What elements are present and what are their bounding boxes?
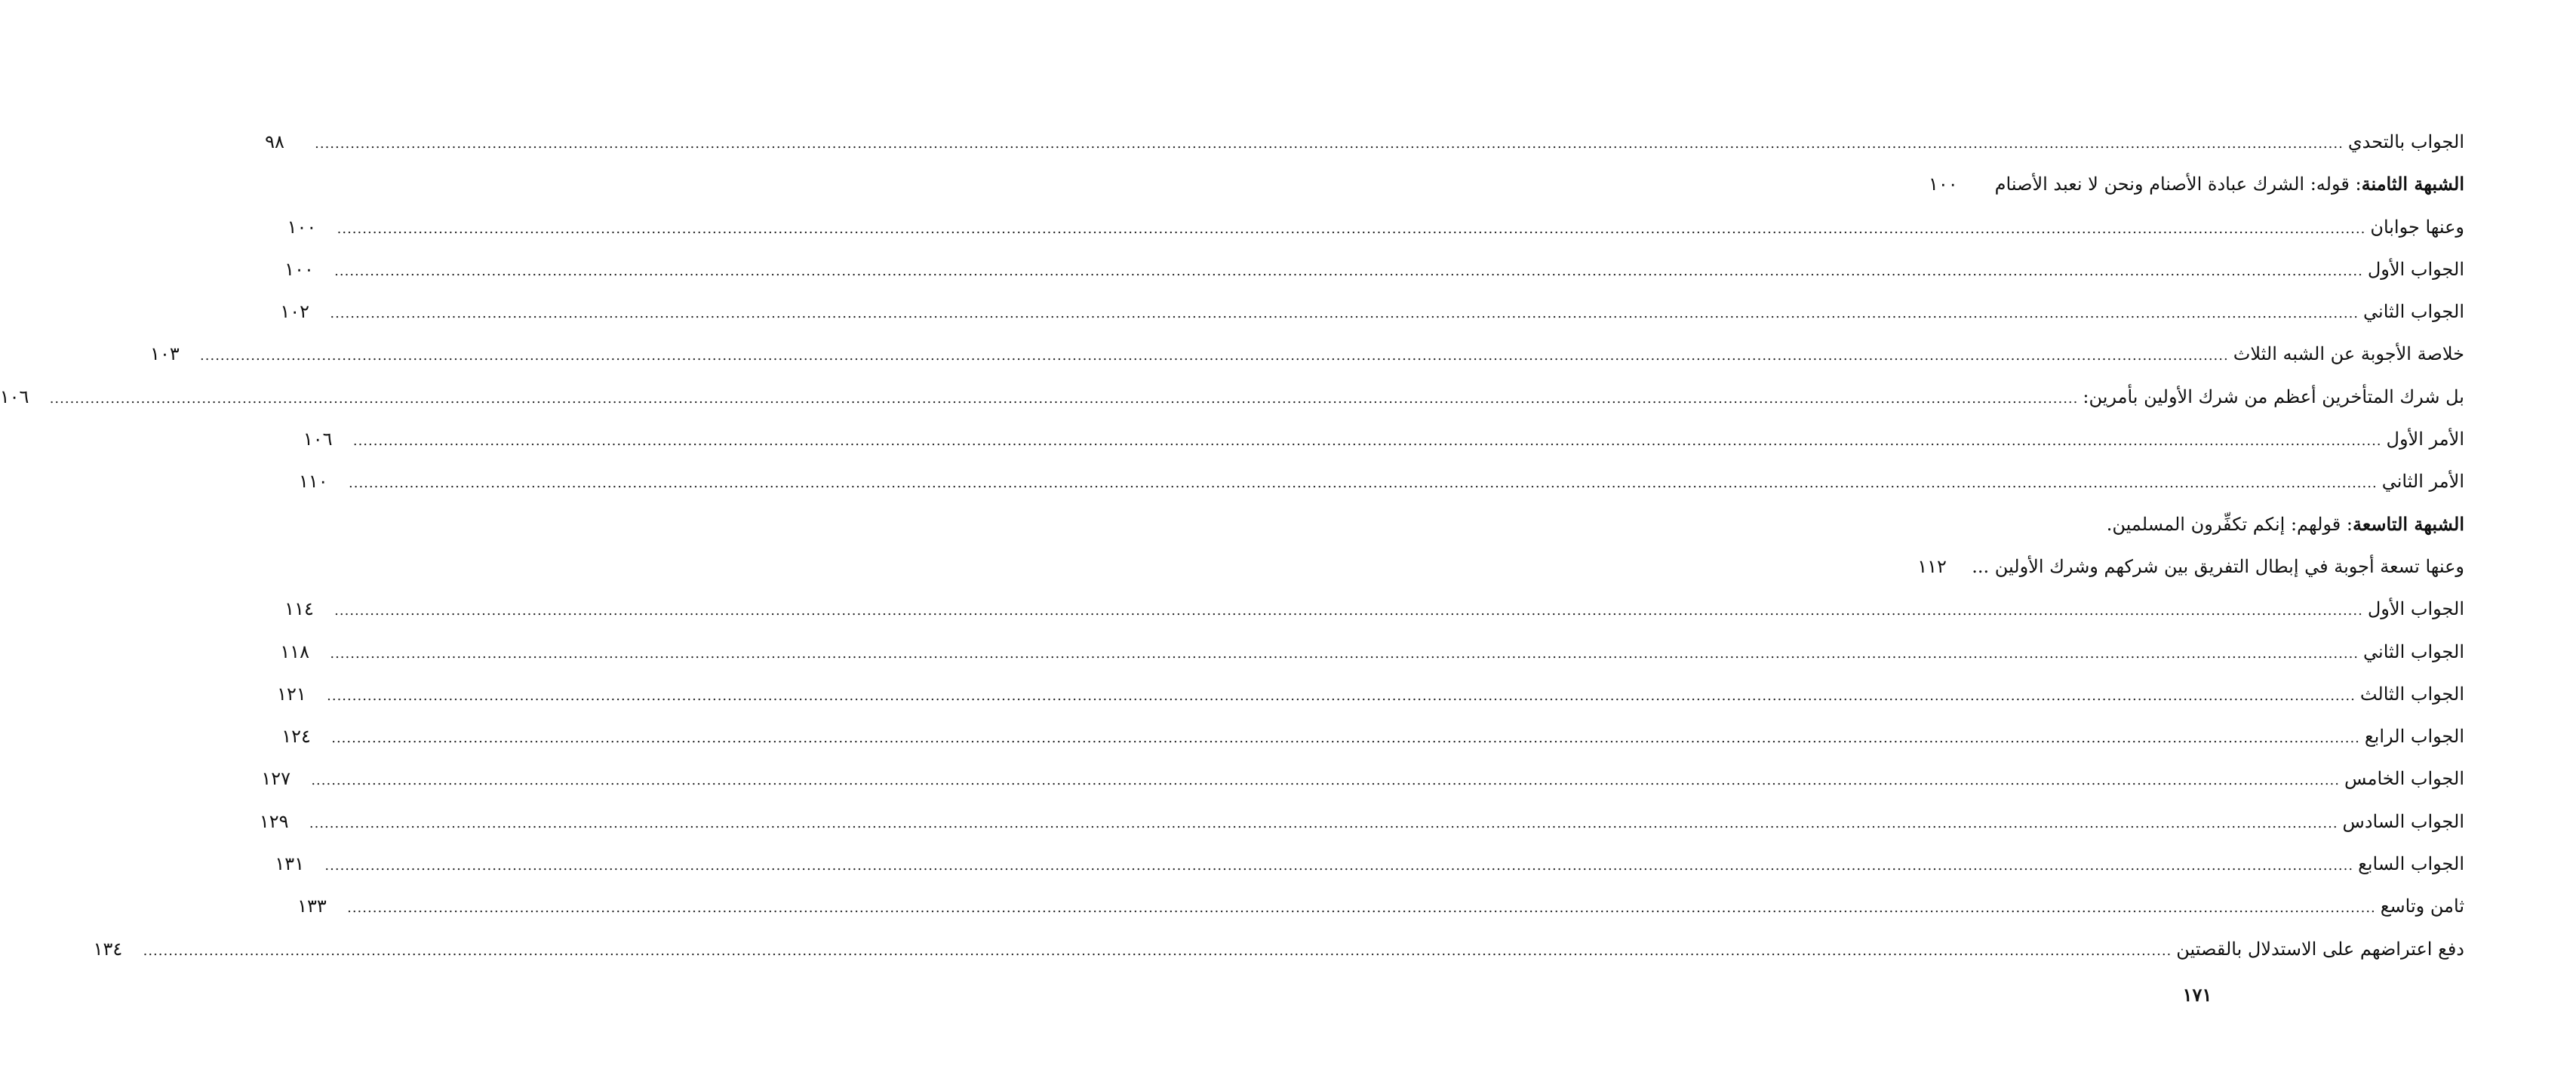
toc-entry [280, 631, 2464, 673]
dot-leader: ................................................................................................................................................................................................................................................................................................................................................................................................................ [349, 475, 2378, 492]
toc-entry-text: الجواب الأول [2367, 598, 2464, 620]
toc-entry-text: وعنها جوابان [2370, 216, 2464, 238]
toc-entry-title [1990, 163, 2464, 205]
toc-page-number: ١٢١ [277, 683, 306, 705]
toc-entry-text: الأمر الثاني [2381, 471, 2464, 493]
toc-entry-heading: الشبهة الثامنة [2361, 173, 2464, 195]
page-number: ١٧١ [2182, 984, 2212, 1006]
dot-leader: ................................................................................................................................................................................................................................................................................................................................................................................................................ [143, 942, 2172, 959]
table-of-contents [0, 121, 2464, 970]
toc-page-number: ١١٤ [284, 598, 314, 620]
toc-entry-title [2378, 460, 2464, 502]
dot-leader: ................................................................................................................................................................................................................................................................................................................................................................................................................ [331, 730, 2360, 747]
toc-entry-title [2359, 290, 2464, 333]
toc-entry-text: الجواب الثاني [2363, 640, 2464, 662]
toc-entry-text: الجواب الخامس [2344, 768, 2464, 790]
toc-entry [275, 843, 2464, 885]
toc-entry [261, 757, 2464, 800]
toc-entry [93, 928, 2464, 970]
toc-entry-title [2340, 757, 2464, 800]
toc-entry-title [2382, 418, 2464, 460]
toc-entry [265, 121, 2464, 163]
toc-entry-title [2344, 121, 2464, 163]
toc-page-number: ١١٨ [280, 640, 310, 662]
toc-entry [280, 290, 2464, 333]
toc-entry [1929, 163, 2464, 205]
dot-leader: ................................................................................................................................................................................................................................................................................................................................................................................................................ [324, 858, 2354, 874]
toc-entry-text: الجواب الرابع [2364, 726, 2464, 748]
toc-entry-title [2376, 885, 2464, 927]
dot-leader: ................................................................................................................................................................................................................................................................................................................................................................................................................ [315, 136, 2344, 152]
toc-entry-text: الجواب بالتحدي [2347, 131, 2464, 152]
toc-entry [287, 206, 2464, 248]
toc-page-number: ١٣٤ [93, 938, 123, 960]
toc-entry-text: الجواب الثالث [2359, 683, 2464, 705]
toc-page-number: ١٠٠ [287, 216, 317, 238]
toc-entry-heading: الشبهة التاسعة [2352, 512, 2464, 535]
toc-entry [303, 418, 2464, 460]
dot-leader: ................................................................................................................................................................................................................................................................................................................................................................................................................ [327, 687, 2356, 704]
toc-entry-title [2338, 800, 2464, 843]
toc-entry-title [2356, 673, 2464, 715]
toc-entry [150, 333, 2464, 375]
toc-entry [284, 248, 2464, 290]
toc-entry [1917, 545, 2464, 588]
toc-entry-text: بل شرك المتأخرين أعظم من شرك الأولين بأمرين: [2083, 386, 2464, 407]
dot-leader: ................................................................................................................................................................................................................................................................................................................................................................................................................ [352, 433, 2382, 450]
toc-entry-title [1967, 545, 2464, 588]
toc-entry-title [2172, 928, 2464, 970]
toc-page-number: ١٣٣ [297, 895, 327, 917]
toc-entry-text: وعنها تسعة أجوبة في إبطال التفريق بين شركهم وشرك الأولين ... [1972, 555, 2464, 577]
dot-leader: ................................................................................................................................................................................................................................................................................................................................................................................................................ [337, 220, 2366, 237]
toc-page-number: ١٠٠ [284, 258, 314, 280]
toc-entry-title [2359, 631, 2464, 673]
toc-entry [299, 460, 2464, 502]
toc-entry [1929, 503, 2464, 545]
toc-entry-text: ثامن وتاسع [2380, 895, 2464, 917]
toc-page-number: ١٠٦ [0, 386, 29, 407]
toc-entry-text: : قوله: الشرك عبادة الأصنام ونحن لا نعبد الأصنام [1994, 174, 2362, 195]
dot-leader: ................................................................................................................................................................................................................................................................................................................................................................................................................ [347, 900, 2376, 917]
toc-entry [259, 800, 2464, 843]
toc-page-number: ١١٠ [299, 471, 328, 493]
toc-entry [281, 715, 2464, 757]
toc-page-number: ١٢٤ [281, 726, 311, 748]
toc-entry-title [2102, 503, 2464, 545]
toc-entry-title [2360, 715, 2464, 757]
toc-entry-text: الجواب الأول [2367, 258, 2464, 280]
toc-entry [0, 376, 2464, 418]
dot-leader: ................................................................................................................................................................................................................................................................................................................................................................................................................ [309, 815, 2338, 831]
toc-page-number: ١٠٦ [303, 429, 333, 450]
toc-entry-text: الأمر الأول [2386, 429, 2464, 450]
toc-entry [277, 673, 2464, 715]
toc-entry-text: : قولهم: إنكم تكفِّرون المسلمين. [2106, 513, 2353, 535]
toc-page-number: ١٠٢ [280, 301, 310, 323]
toc-page-number: ١٢٩ [259, 810, 289, 832]
toc-entry-text: دفع اعتراضهم على الاستدلال بالقصتين [2176, 938, 2464, 960]
dot-leader: ................................................................................................................................................................................................................................................................................................................................................................................................................ [311, 773, 2340, 789]
toc-page-number: ١٠٣ [150, 343, 180, 365]
dot-leader: ................................................................................................................................................................................................................................................................................................................................................................................................................ [200, 348, 2229, 364]
toc-entry-text: الجواب السابع [2358, 853, 2464, 875]
toc-entry-title [2078, 376, 2464, 418]
toc-entry-title [2365, 206, 2464, 248]
dot-leader: ................................................................................................................................................................................................................................................................................................................................................................................................................ [334, 603, 2363, 619]
toc-page-number: ١٢٧ [261, 768, 290, 790]
toc-page-number: ٩٨ [265, 131, 284, 152]
toc-page-number: ١٠٠ [1929, 174, 1958, 195]
toc-entry [297, 885, 2464, 927]
toc-page-number: ١٣١ [275, 853, 305, 875]
dot-leader: ................................................................................................................................................................................................................................................................................................................................................................................................................ [49, 390, 2079, 407]
dot-leader: ................................................................................................................................................................................................................................................................................................................................................................................................................ [330, 645, 2359, 662]
dot-leader: ................................................................................................................................................................................................................................................................................................................................................................................................................ [330, 306, 2359, 322]
toc-entry-title [2363, 248, 2464, 290]
toc-entry [284, 588, 2464, 630]
toc-entry-title [2353, 843, 2464, 885]
toc-entry-title [2229, 333, 2464, 375]
toc-entry-text: الجواب الثاني [2363, 301, 2464, 323]
toc-entry-text: الجواب السادس [2342, 810, 2464, 832]
toc-page-number: ١١٢ [1917, 555, 1947, 577]
toc-entry-text: خلاصة الأجوبة عن الشبه الثلاث [2233, 343, 2464, 365]
dot-leader: ................................................................................................................................................................................................................................................................................................................................................................................................................ [334, 263, 2363, 279]
toc-entry-title [2363, 588, 2464, 630]
